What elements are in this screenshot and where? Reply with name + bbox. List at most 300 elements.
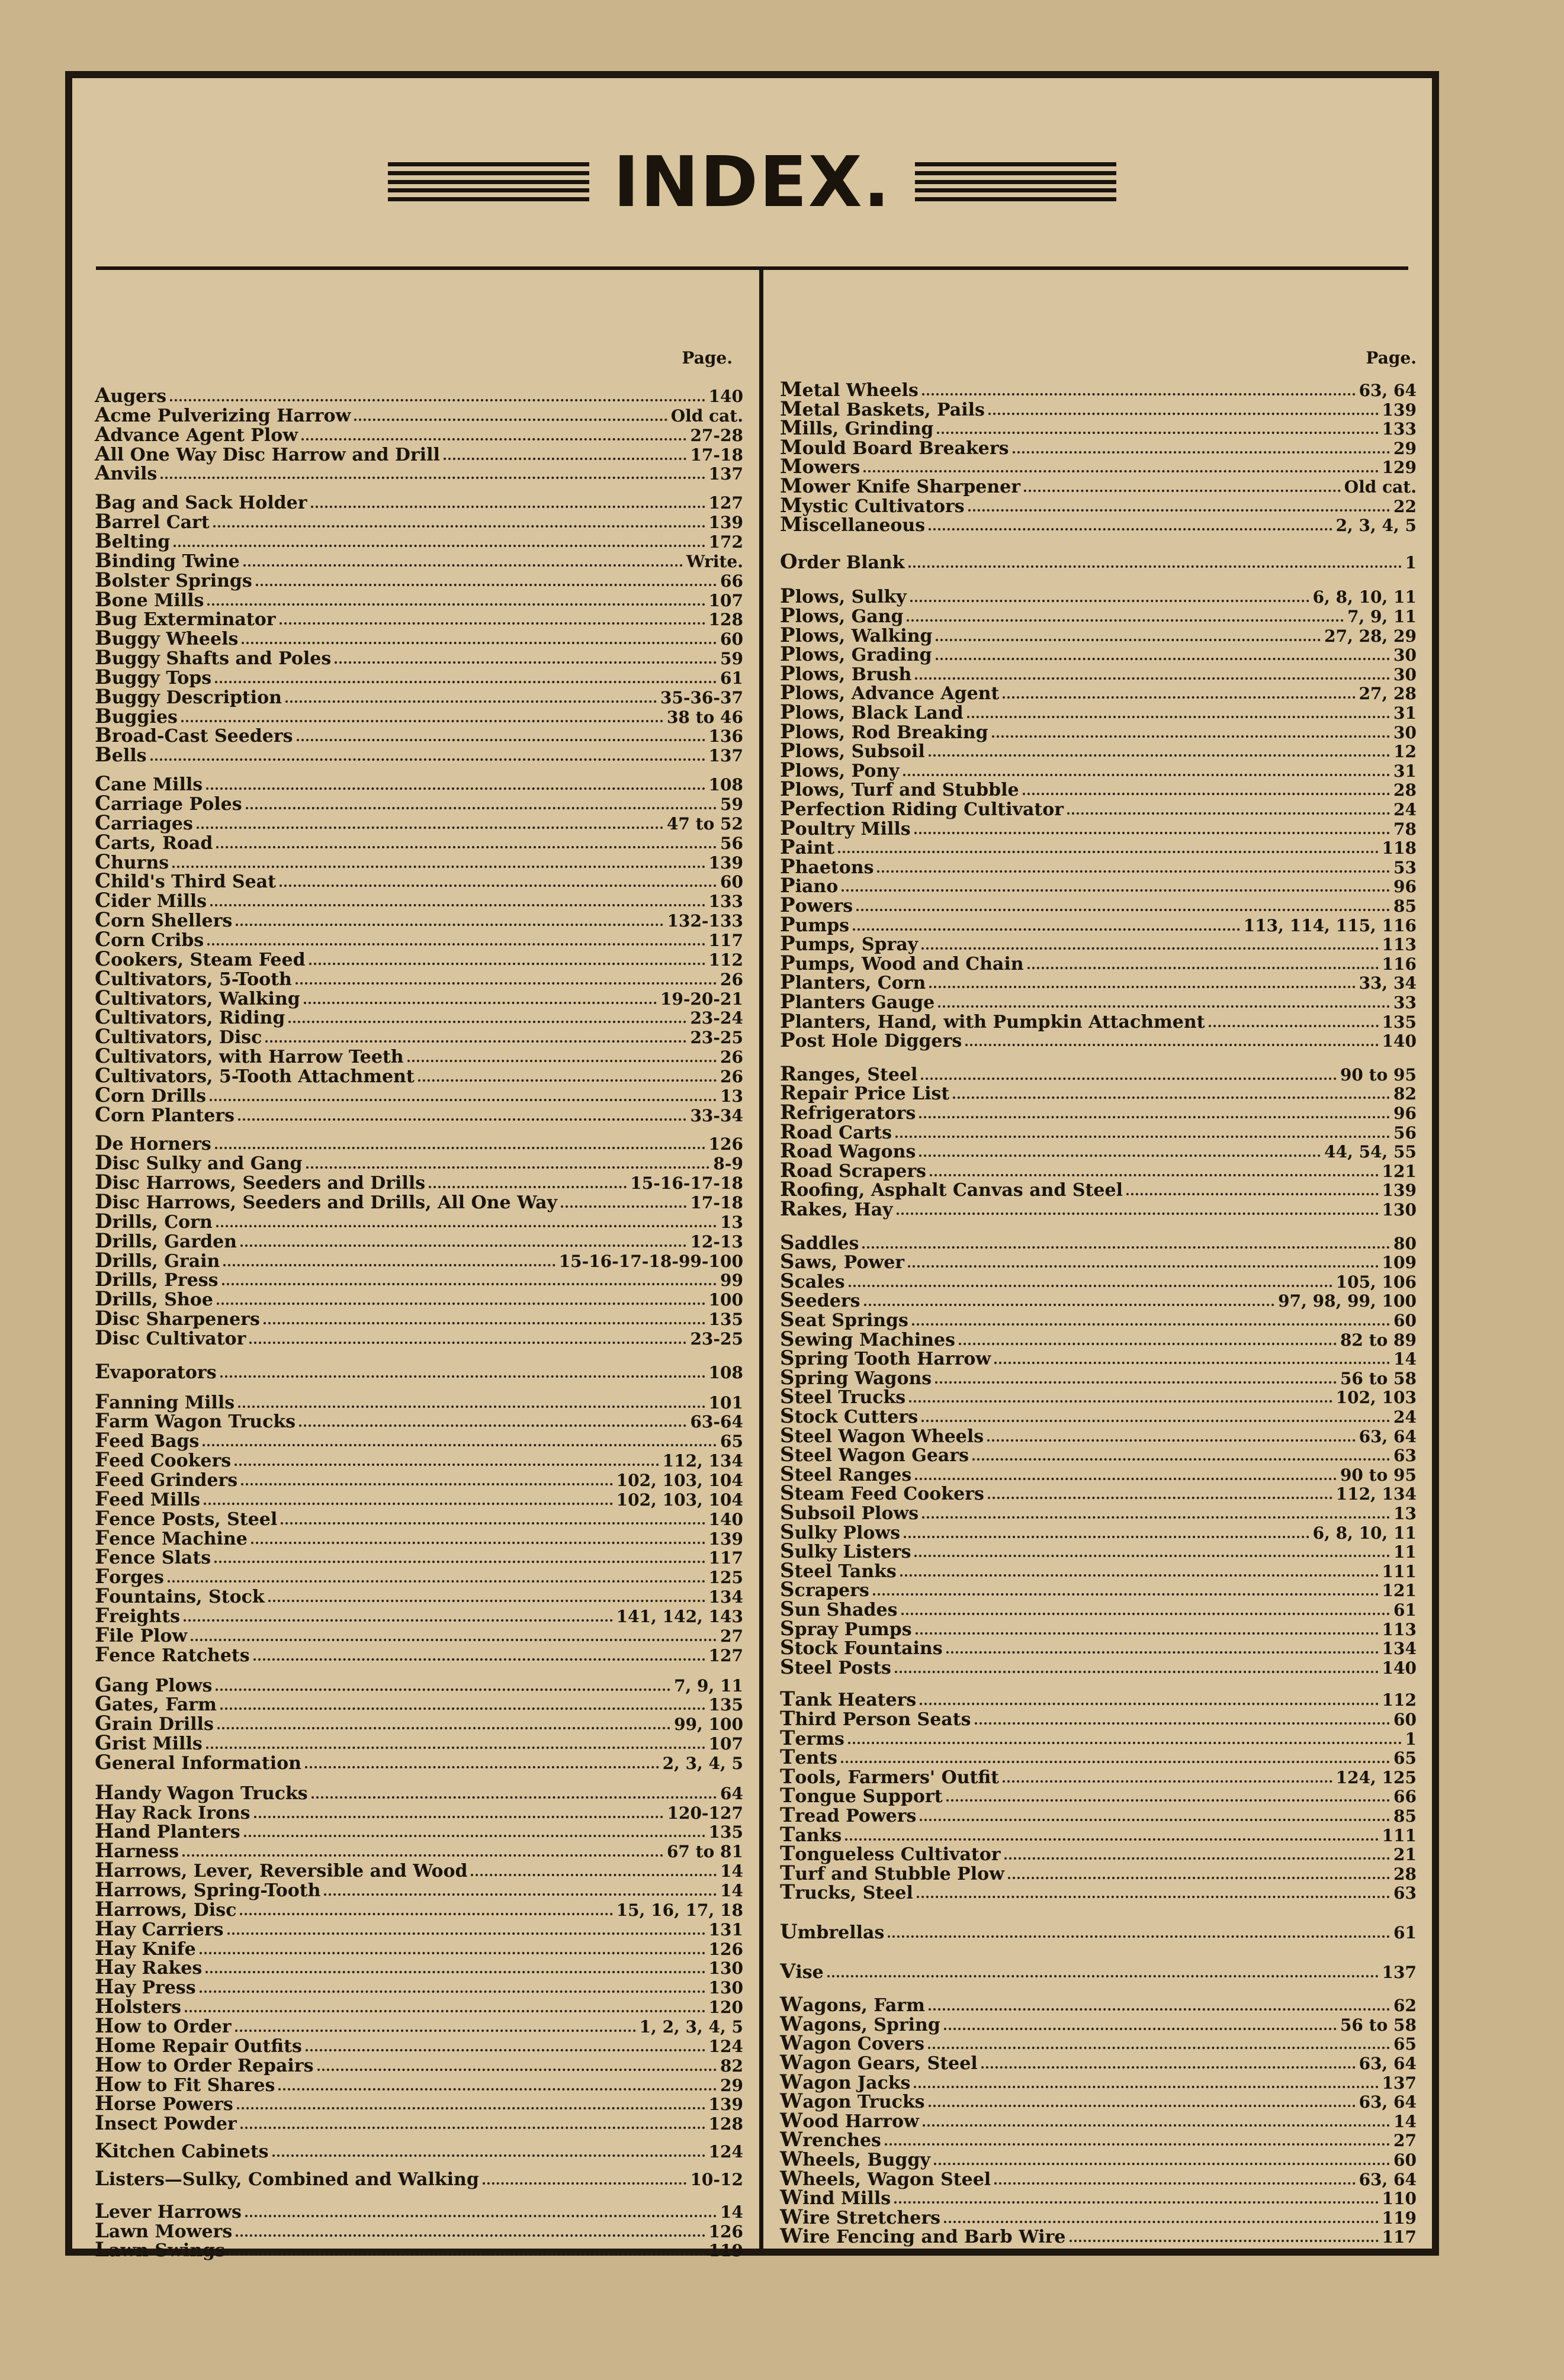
index-entry xyxy=(780,1501,1417,1525)
leader-dots xyxy=(908,565,1402,568)
index-entry xyxy=(95,1643,743,1667)
index-entry-page: 61 xyxy=(1393,1923,1417,1942)
leader-dots xyxy=(895,1136,1390,1138)
index-entry xyxy=(95,967,743,990)
index-entry xyxy=(780,550,1417,574)
leader-dots xyxy=(354,419,667,421)
index-entry-name: Sulky Listers xyxy=(780,1539,911,1563)
index-entry-page: 63, 64 xyxy=(1359,1427,1417,1446)
leader-dots xyxy=(1070,2240,1379,2242)
index-entry-page: 121 xyxy=(1382,1581,1417,1600)
leader-dots xyxy=(227,1932,705,1935)
leader-dots xyxy=(317,2069,717,2071)
index-entry-page: 78 xyxy=(1393,819,1417,839)
leader-dots xyxy=(981,2066,1356,2069)
leader-dots xyxy=(150,758,705,761)
leader-dots xyxy=(207,603,705,606)
index-entry-name: Turf and Stubble Plow xyxy=(780,1861,1004,1885)
index-entry-name: Farm Wagon Trucks xyxy=(95,1409,296,1433)
index-entry-name: Saws, Power xyxy=(780,1250,905,1273)
leader-dots xyxy=(838,851,1378,853)
leader-dots xyxy=(915,1478,1337,1480)
index-entry xyxy=(780,681,1417,705)
leader-dots xyxy=(849,1285,1332,1287)
index-entry xyxy=(780,1269,1417,1293)
leader-dots xyxy=(946,1651,1379,1654)
leader-dots xyxy=(1027,967,1379,969)
index-entry-page: 27 xyxy=(1393,2131,1417,2150)
index-entry-name: Grain Drills xyxy=(95,1712,214,1735)
leader-dots xyxy=(853,928,1240,931)
leader-dots xyxy=(862,1246,1390,1249)
index-entry-page: 33, 34 xyxy=(1359,973,1417,993)
index-entry xyxy=(95,1526,743,1550)
index-entry-page: 128 xyxy=(708,610,743,629)
leader-dots xyxy=(311,506,705,508)
index-entry xyxy=(780,642,1417,666)
leader-dots xyxy=(885,2143,1390,2146)
index-entry-name: Cookers, Steam Feed xyxy=(95,947,306,971)
index-entry-name: Perfection Riding Cultivator xyxy=(780,797,1064,821)
leader-dots xyxy=(213,525,705,528)
index-entry-name: Buggy Wheels xyxy=(95,626,239,650)
index-entry-page: 56 xyxy=(720,834,743,853)
index-entry xyxy=(780,990,1417,1014)
leader-dots xyxy=(936,658,1390,660)
index-entry-name: Third Person Seats xyxy=(780,1707,971,1731)
index-entry-name: Scrapers xyxy=(780,1578,869,1601)
leader-dots xyxy=(903,774,1390,776)
index-entry-page: 60 xyxy=(1393,1710,1417,1729)
index-entry-name: Buggy Tops xyxy=(95,665,212,689)
index-entry-name: Planters, Corn xyxy=(780,970,926,994)
index-entry-name: Freights xyxy=(95,1604,180,1628)
index-entry-page: 63, 64 xyxy=(1359,381,1417,400)
index-entry-page: 60 xyxy=(1393,2150,1417,2170)
index-entry-name: Fence Machine xyxy=(95,1526,248,1550)
index-entry xyxy=(95,1731,743,1755)
leader-dots xyxy=(929,2008,1390,2011)
index-entry-page: 63 xyxy=(1393,1446,1417,1465)
index-entry-page: 27, 28 xyxy=(1359,684,1417,703)
index-entry-page: 17-18 xyxy=(690,1193,743,1212)
index-entry xyxy=(780,932,1417,956)
index-entry-page: 60 xyxy=(720,629,743,649)
leader-dots xyxy=(216,846,717,848)
index-entry-name: Plows, Grading xyxy=(780,642,932,666)
index-entry-page: 23-24 xyxy=(690,1008,743,1028)
index-entry-name: Gang Plows xyxy=(95,1673,213,1697)
index-entry-page: 113 xyxy=(1382,1620,1417,1639)
index-entry-page: 38 to 46 xyxy=(666,707,743,727)
index-entry xyxy=(95,2199,743,2223)
index-entry-page: 135 xyxy=(708,1695,743,1715)
leader-dots xyxy=(1008,1877,1390,1879)
index-entry xyxy=(780,1726,1417,1750)
leader-dots xyxy=(907,619,1344,622)
leader-dots xyxy=(483,2182,687,2185)
leader-dots xyxy=(912,1323,1390,1326)
index-entry-name: Plows, Advance Agent xyxy=(780,681,1000,705)
index-entry-page: 53 xyxy=(1393,858,1417,877)
index-entry-name: Drills, Shoe xyxy=(95,1287,213,1311)
index-page-frame xyxy=(65,71,1439,2262)
index-entry xyxy=(780,1803,1417,1827)
leader-dots xyxy=(1126,1193,1379,1195)
leader-dots xyxy=(895,1671,1379,1673)
index-entry xyxy=(95,1307,743,1330)
leader-dots xyxy=(920,1703,1378,1705)
index-entry-name: Pumps, Spray xyxy=(780,932,919,956)
index-entry xyxy=(780,2205,1417,2229)
leader-dots xyxy=(938,1005,1390,1008)
index-entry-page: 61 xyxy=(1393,1600,1417,1620)
index-entry-page: 130 xyxy=(1382,1200,1417,1220)
index-entry xyxy=(780,1880,1417,1904)
index-entry xyxy=(95,1468,743,1491)
index-entry xyxy=(95,1044,743,1068)
leader-dots xyxy=(922,393,1356,395)
index-entry-name: How to Fit Shares xyxy=(95,2073,275,2096)
leader-dots xyxy=(210,1099,717,1101)
leader-dots xyxy=(848,1742,1402,1744)
index-entry-name: Augers xyxy=(95,384,166,407)
index-entry xyxy=(95,2053,743,2077)
index-entry xyxy=(780,1327,1417,1351)
index-entry-page: 113 xyxy=(1382,935,1417,954)
index-entry xyxy=(95,461,743,485)
leader-dots xyxy=(172,866,705,868)
index-entry xyxy=(95,705,743,728)
leader-dots xyxy=(238,1118,686,1121)
index-entry xyxy=(95,1937,743,1960)
leader-dots xyxy=(301,438,686,440)
index-entry-page: 27 xyxy=(720,1626,743,1646)
index-entry-name: Vise xyxy=(780,1960,824,1983)
index-entry xyxy=(780,1120,1417,1144)
leader-dots xyxy=(921,1420,1390,1422)
index-entry-page: 133 xyxy=(708,892,743,911)
index-entry-page: 23-25 xyxy=(690,1028,743,1047)
leader-dots xyxy=(311,1796,717,1799)
index-entry-name: Sun Shades xyxy=(780,1597,898,1621)
index-entry-page: 64 xyxy=(720,1784,743,1803)
leader-dots xyxy=(238,1406,705,1408)
index-entry-page: 62 xyxy=(1393,1996,1417,2015)
index-entry-page: 31 xyxy=(1393,761,1417,781)
index-entry-name: Harrows, Lever, Reversible and Wood xyxy=(95,1858,468,1882)
index-entry xyxy=(780,2109,1417,2133)
leader-dots xyxy=(235,2030,636,2032)
index-entry-page: 24 xyxy=(1393,1407,1417,1427)
leader-dots xyxy=(994,2182,1355,2185)
index-entry-page: 29 xyxy=(720,2076,743,2095)
leader-dots xyxy=(929,986,1355,988)
leader-dots xyxy=(994,1362,1390,1364)
index-entry-page: 124 xyxy=(708,2037,743,2056)
index-entry xyxy=(95,1409,743,1433)
index-entry-name: Post Hole Diggers xyxy=(780,1028,962,1052)
index-entry-name: Wagons, Farm xyxy=(780,1993,925,2016)
index-entry-name: Hay Carriers xyxy=(95,1917,224,1941)
leader-dots xyxy=(929,528,1332,530)
index-entry xyxy=(95,811,743,835)
index-entry-page: 140 xyxy=(708,1510,743,1529)
index-entry xyxy=(780,1617,1417,1641)
index-entry xyxy=(780,1009,1417,1033)
leader-dots xyxy=(937,432,1378,434)
index-entry xyxy=(95,1673,743,1697)
index-entry-page: 119 xyxy=(1382,2208,1417,2228)
index-entry xyxy=(95,2111,743,2135)
index-entry xyxy=(95,685,743,709)
index-entry-name: File Plow xyxy=(95,1623,188,1647)
page-title: INDEX. xyxy=(613,141,891,223)
index-entry-page: 7, 9, 11 xyxy=(674,1676,743,1696)
leader-dots xyxy=(1013,451,1390,454)
index-entry xyxy=(95,1781,743,1805)
index-entry-name: Road Wagons xyxy=(780,1139,916,1163)
leader-dots xyxy=(900,1574,1379,1577)
index-entry xyxy=(95,1229,743,1253)
leader-dots xyxy=(914,2086,1378,2088)
index-entry-page: 29 xyxy=(1393,439,1417,458)
index-entry xyxy=(780,1707,1417,1731)
leader-dots xyxy=(934,2163,1390,2165)
index-entry xyxy=(95,549,743,573)
leader-dots xyxy=(217,1302,705,1305)
index-entry-page: 66 xyxy=(1393,1787,1417,1806)
index-entry-name: Road Scrapers xyxy=(780,1159,927,1182)
leader-dots xyxy=(185,2010,705,2012)
index-entry-page: 12 xyxy=(1393,742,1417,761)
leader-dots xyxy=(235,1464,659,1466)
leader-dots xyxy=(917,1896,1390,1898)
index-entry xyxy=(95,1878,743,1902)
index-entry xyxy=(780,2070,1417,2094)
index-entry xyxy=(780,1139,1417,1163)
leader-dots xyxy=(220,1375,705,1378)
index-entry-page: 120 xyxy=(708,1998,743,2017)
leader-dots xyxy=(841,1761,1390,1763)
index-entry-page: 28 xyxy=(1393,1864,1417,1884)
index-entry-name: Wheels, Buggy xyxy=(780,2147,930,2171)
leader-dots xyxy=(929,754,1390,757)
index-entry-name: Wheels, Wagon Steel xyxy=(780,2167,991,2191)
index-entry xyxy=(780,513,1417,536)
index-entry-page: 118 xyxy=(1382,838,1417,858)
index-entry-page: 134 xyxy=(708,1587,743,1607)
leader-dots xyxy=(240,2127,705,2129)
index-entry xyxy=(780,604,1417,628)
index-entry xyxy=(780,2031,1417,2055)
index-entry xyxy=(780,1578,1417,1601)
index-entry xyxy=(95,607,743,631)
leader-dots xyxy=(264,1322,705,1324)
index-entry xyxy=(95,403,743,427)
index-entry-page: 21 xyxy=(1393,1845,1417,1864)
index-entry xyxy=(95,1507,743,1530)
index-entry-page: 124 xyxy=(708,2142,743,2162)
index-entry-name: Plows, Rod Breaking xyxy=(780,720,988,744)
index-entry xyxy=(95,1565,743,1588)
index-entry-name: Hay Press xyxy=(95,1975,196,1999)
index-entry xyxy=(780,1687,1417,1711)
index-entry xyxy=(780,1784,1417,1807)
index-entry-name: Umbrellas xyxy=(780,1920,885,1944)
index-entry-page: 137 xyxy=(708,464,743,484)
leader-dots xyxy=(288,1021,686,1023)
leader-dots xyxy=(256,584,717,586)
leader-dots xyxy=(919,1116,1390,1118)
index-entry-name: Mower Knife Sharpener xyxy=(780,474,1021,498)
index-entry xyxy=(780,1062,1417,1086)
leader-dots xyxy=(280,885,717,887)
index-entry-page: 11 xyxy=(1393,1542,1417,1562)
index-entry-name: Lever Harrows xyxy=(95,2199,242,2223)
index-entry-page: 14 xyxy=(1393,2112,1417,2131)
index-entry-name: Lawn Mowers xyxy=(95,2219,233,2243)
index-entry xyxy=(780,1765,1417,1789)
leader-dots xyxy=(305,1766,659,1768)
leader-dots xyxy=(285,700,657,703)
index-entry xyxy=(780,1920,1417,1944)
index-entry-page: 26 xyxy=(720,1067,743,1086)
index-entry-page: 30 xyxy=(1393,645,1417,665)
index-entry xyxy=(780,1597,1417,1621)
index-entry-page: 141, 142, 143 xyxy=(616,1607,743,1626)
index-entry-name: Steam Feed Cookers xyxy=(780,1481,984,1505)
index-entry-name: Lawn Swings xyxy=(95,2238,225,2262)
index-entry-page: 65 xyxy=(1393,1748,1417,1768)
index-entry-page: 14 xyxy=(720,2202,743,2222)
index-entry-page: 33 xyxy=(1393,993,1417,1012)
index-entry-page: 15, 16, 17, 18 xyxy=(616,1900,743,1920)
leader-dots xyxy=(236,924,663,926)
index-entry xyxy=(95,2073,743,2096)
leader-dots xyxy=(206,1747,705,1749)
index-entry-name: Plows, Black Land xyxy=(780,700,964,724)
leader-dots xyxy=(561,1205,687,1208)
index-entry-name: Spray Pumps xyxy=(780,1617,912,1641)
index-entry-name: Bone Mills xyxy=(95,588,204,612)
leader-dots xyxy=(215,1147,705,1149)
index-entry-page: 82 to 89 xyxy=(1340,1330,1417,1350)
index-entry-page: 139 xyxy=(708,1529,743,1549)
index-entry-name: Harrows, Disc xyxy=(95,1897,237,1921)
index-entry xyxy=(95,1917,743,1941)
index-entry xyxy=(95,646,743,670)
index-entry xyxy=(95,510,743,533)
index-entry-name: Hay Knife xyxy=(95,1937,196,1960)
index-entry-page: 63, 64 xyxy=(1359,2054,1417,2073)
index-entry-page: 102, 103, 104 xyxy=(616,1490,743,1510)
index-entry-name: Harrows, Spring-Tooth xyxy=(95,1878,321,1902)
page-column-heading-left: Page. xyxy=(682,348,733,368)
index-entry-name: Roofing, Asphalt Canvas and Steel xyxy=(780,1178,1123,1201)
index-entry-page: 90 to 95 xyxy=(1340,1065,1417,1085)
index-entry-name: Hay Rack Irons xyxy=(95,1800,251,1824)
index-entry xyxy=(780,1424,1417,1448)
index-entry-name: Plows, Pony xyxy=(780,758,900,782)
index-entry-name: Handy Wagon Trucks xyxy=(95,1781,308,1805)
index-entry xyxy=(95,1751,743,1774)
index-entry-name: Broad-Cast Seeders xyxy=(95,723,293,747)
index-entry-page: 59 xyxy=(720,649,743,668)
index-entry-page: 130 xyxy=(708,1978,743,1998)
index-entry-page: 61 xyxy=(720,668,743,688)
index-entry-page: 139 xyxy=(708,853,743,873)
index-entry xyxy=(95,1131,743,1155)
index-entry xyxy=(780,1842,1417,1866)
index-entry-page: 14 xyxy=(1393,1349,1417,1369)
index-entry-page: 96 xyxy=(1393,877,1417,896)
leader-dots xyxy=(923,2124,1390,2127)
index-entry xyxy=(95,928,743,951)
index-entry xyxy=(780,739,1417,763)
leader-dots xyxy=(242,642,717,644)
index-entry-page: 126 xyxy=(708,1134,743,1154)
index-entry-name: Corn Planters xyxy=(95,1103,235,1127)
index-entry-name: Buggy Shafts and Poles xyxy=(95,646,332,670)
index-entry-name: Mowers xyxy=(780,455,860,478)
index-entry-page: 108 xyxy=(708,775,743,795)
index-entry-page: 63, 64 xyxy=(1359,2092,1417,2112)
index-entry-name: Paint xyxy=(780,835,835,859)
index-entry-page: 15-16-17-18-99-100 xyxy=(558,1252,743,1271)
index-entry xyxy=(95,723,743,747)
index-entry-name: Wagon Jacks xyxy=(780,2070,911,2094)
index-entry-name: Feed Grinders xyxy=(95,1468,238,1491)
leader-dots xyxy=(972,1458,1390,1461)
index-entry xyxy=(780,397,1417,421)
index-entry-page: 127 xyxy=(708,493,743,513)
index-entry-name: Barrel Cart xyxy=(95,510,210,533)
leader-dots xyxy=(280,622,705,625)
index-entry-name: Saddles xyxy=(780,1231,859,1255)
index-entry-name: Bag and Sack Holder xyxy=(95,490,307,514)
index-entry-name: Evaporators xyxy=(95,1360,217,1384)
index-entry xyxy=(95,1800,743,1824)
index-entry xyxy=(780,1443,1417,1466)
index-entry xyxy=(95,2139,743,2163)
index-entry xyxy=(95,1429,743,1452)
index-entry-page: 99, 100 xyxy=(674,1715,743,1734)
index-entry xyxy=(95,1604,743,1628)
index-entry-page: 121 xyxy=(1382,1162,1417,1181)
index-entry-page: 56 to 58 xyxy=(1340,2015,1417,2035)
index-entry-page: 139 xyxy=(708,2095,743,2114)
index-entry-name: Corn Cribs xyxy=(95,928,204,951)
index-entry-name: Tread Powers xyxy=(780,1803,917,1827)
index-entry-page: 140 xyxy=(1382,1658,1417,1678)
index-entry-name: Disc Harrows, Seeders and Drills xyxy=(95,1170,426,1194)
index-entry-page: 85 xyxy=(1393,1806,1417,1826)
index-entry xyxy=(780,474,1417,498)
index-entry xyxy=(95,1692,743,1716)
index-entry-page: 137 xyxy=(708,746,743,766)
index-entry-name: Fanning Mills xyxy=(95,1390,235,1414)
index-entry-name: Fence Ratchets xyxy=(95,1643,250,1667)
index-entry-page: 63-64 xyxy=(690,1412,743,1432)
leader-dots xyxy=(253,1658,705,1661)
index-entry xyxy=(95,792,743,815)
index-entry-name: Steel Tanks xyxy=(780,1559,897,1583)
index-entry-name: Steel Posts xyxy=(780,1655,891,1679)
leader-dots xyxy=(203,1444,717,1446)
index-entry-name: Seeders xyxy=(780,1288,860,1312)
index-entry-page: 28 xyxy=(1393,780,1417,800)
